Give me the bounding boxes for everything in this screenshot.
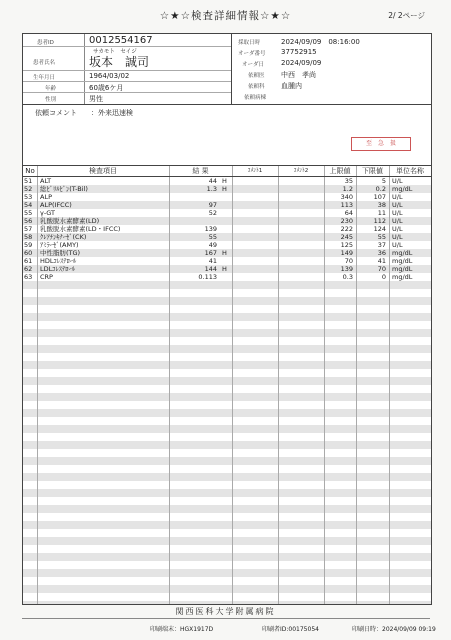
table-header xyxy=(23,166,431,177)
cell-upper: 222 xyxy=(340,225,353,233)
cell-no: 61 xyxy=(24,257,33,265)
collect-datetime: 2024/09/09 08:16:00 xyxy=(281,38,360,46)
cell-item: ｸﾚｱﾁﾝｷﾅｰｾﾞ(CK) xyxy=(40,233,87,241)
cell-unit: U/L xyxy=(392,193,403,201)
patient-kana: サカモト セイジ xyxy=(93,49,137,55)
sex-label: 性別 xyxy=(45,97,57,103)
cell-val: 0.113 xyxy=(198,273,217,281)
cell-upper: 113 xyxy=(340,201,353,209)
table-row xyxy=(23,201,431,209)
print-user: 印刷者ID:00175054 xyxy=(262,626,319,633)
cell-unit: mg/dL xyxy=(392,185,413,193)
cell-lower: 124 xyxy=(373,225,386,233)
cell-lower: 41 xyxy=(377,257,386,265)
header-comment1: ｺﾒﾝﾄ1 xyxy=(247,168,263,174)
table-row xyxy=(23,217,431,225)
cell-flag: H xyxy=(222,185,227,193)
patient-id: 0012554167 xyxy=(89,35,153,46)
cell-val: 167 xyxy=(204,249,217,257)
cell-unit: U/L xyxy=(392,225,403,233)
header-comment2: ｺﾒﾝﾄ2 xyxy=(293,168,309,174)
table-row xyxy=(23,265,431,273)
cell-item: ALP xyxy=(40,193,52,201)
cell-val: 55 xyxy=(208,233,217,241)
cell-lower: 0.2 xyxy=(375,185,386,193)
cell-lower: 0 xyxy=(381,273,386,281)
cell-lower: 55 xyxy=(377,233,386,241)
cell-unit: mg/dL xyxy=(392,265,413,273)
cell-no: 51 xyxy=(24,177,33,185)
cell-lower: 5 xyxy=(381,177,386,185)
urgent-stamp: 至 急 扱 xyxy=(351,137,411,151)
cell-item: ｱﾐﾗｰｾﾞ(AMY) xyxy=(40,241,79,249)
cell-unit: U/L xyxy=(392,241,403,249)
cell-item: γ-GT xyxy=(40,209,55,217)
cell-unit: U/L xyxy=(392,233,403,241)
order-no: 37752915 xyxy=(281,48,317,56)
ward-label: 依頼病棟 xyxy=(244,95,267,101)
header-no: No xyxy=(25,167,35,175)
patient-name-label: 患者氏名 xyxy=(33,60,56,66)
comment-text: ：外来迅速検 xyxy=(91,109,133,117)
cell-val: 1.3 xyxy=(206,185,217,193)
table-row xyxy=(23,225,431,233)
cell-unit: mg/dL xyxy=(392,257,413,265)
print-terminal: 印刷端末：HGX1917D xyxy=(150,626,214,633)
cell-item: 乳酸脱水素酵素(LD) xyxy=(40,217,100,225)
patient-header xyxy=(22,33,432,105)
header-unit: 単位名称 xyxy=(396,167,424,175)
header-lower: 下限値 xyxy=(362,167,383,175)
cell-flag: H xyxy=(222,249,227,257)
cell-upper: 139 xyxy=(340,265,353,273)
cell-item: CRP xyxy=(40,273,53,281)
request-comment-box xyxy=(22,104,432,166)
cell-upper: 0.3 xyxy=(342,273,353,281)
cell-no: 56 xyxy=(24,217,33,225)
cell-upper: 230 xyxy=(340,217,353,225)
cell-lower: 70 xyxy=(377,265,386,273)
dept: 血腫内 xyxy=(281,82,302,90)
cell-no: 55 xyxy=(24,209,33,217)
table-row xyxy=(23,185,431,193)
cell-lower: 107 xyxy=(373,193,386,201)
table-row xyxy=(23,177,431,185)
age-label: 年齢 xyxy=(45,86,57,92)
cell-lower: 36 xyxy=(377,249,386,257)
cell-no: 54 xyxy=(24,201,33,209)
results-table xyxy=(22,165,432,605)
cell-val: 144 xyxy=(204,265,217,273)
header-result: 結 果 xyxy=(192,167,209,175)
cell-no: 63 xyxy=(24,273,33,281)
cell-no: 60 xyxy=(24,249,33,257)
doctor-label: 依頼医 xyxy=(248,73,265,79)
cell-unit: U/L xyxy=(392,201,403,209)
patient-name: 坂本 誠司 xyxy=(89,55,150,69)
cell-val: 49 xyxy=(208,241,217,249)
cell-no: 53 xyxy=(24,193,33,201)
table-row xyxy=(23,273,431,281)
cell-item: ALT xyxy=(40,177,52,185)
table-row xyxy=(23,257,431,265)
doctor: 中西 孝尚 xyxy=(281,71,316,79)
cell-upper: 125 xyxy=(340,241,353,249)
dept-label: 依頼科 xyxy=(248,84,265,90)
order-date: 2024/09/09 xyxy=(281,59,322,67)
header-item: 検査項目 xyxy=(89,167,117,175)
order-date-label: オーダ日 xyxy=(242,62,265,68)
table-row xyxy=(23,233,431,241)
cell-item: LDLｺﾚｽﾃﾛｰﾙ xyxy=(40,265,75,273)
cell-upper: 245 xyxy=(340,233,353,241)
dob-label: 生年月日 xyxy=(33,75,56,81)
cell-item: 中性脂肪(TG) xyxy=(40,249,81,257)
cell-flag: H xyxy=(222,177,227,185)
header-upper: 上限値 xyxy=(329,167,351,175)
cell-item: 乳酸脱水素酵素(LD・IFCC) xyxy=(40,225,121,233)
cell-lower: 38 xyxy=(377,201,386,209)
comment-label: 依頼コメント xyxy=(35,109,77,117)
table-row xyxy=(23,249,431,257)
page-title: ☆★☆検査詳細情報☆★☆ xyxy=(159,10,292,22)
page-number: 2/ 2ページ xyxy=(388,11,425,20)
patient-id-label: 患者ID xyxy=(37,40,54,46)
cell-item: ALP(IFCC) xyxy=(40,201,72,209)
table-row xyxy=(23,241,431,249)
cell-val: 41 xyxy=(208,257,217,265)
hospital-name: 関西医科大学附属病院 xyxy=(175,607,276,616)
cell-item: 総ﾋﾞﾘﾙﾋﾞﾝ(T-Bil) xyxy=(40,185,88,193)
cell-upper: 340 xyxy=(340,193,353,201)
cell-lower: 11 xyxy=(377,209,386,217)
cell-flag: H xyxy=(222,265,227,273)
cell-no: 57 xyxy=(24,225,33,233)
cell-no: 62 xyxy=(24,265,33,273)
cell-unit: mg/dL xyxy=(392,249,413,257)
cell-no: 59 xyxy=(24,241,33,249)
table-row xyxy=(23,193,431,201)
print-time: 印刷日時：2024/09/09 09:19 xyxy=(352,626,436,633)
cell-lower: 112 xyxy=(373,217,386,225)
age: 60歳6ケ月 xyxy=(89,84,124,92)
cell-upper: 1.2 xyxy=(342,185,353,193)
cell-unit: U/L xyxy=(392,217,403,225)
order-no-label: オーダ番号 xyxy=(238,51,266,57)
collect-label: 採取日時 xyxy=(238,40,261,46)
cell-upper: 64 xyxy=(344,209,353,217)
cell-no: 58 xyxy=(24,233,33,241)
cell-upper: 70 xyxy=(344,257,353,265)
cell-val: 52 xyxy=(208,209,217,217)
dob: 1964/03/02 xyxy=(89,72,130,80)
cell-lower: 37 xyxy=(377,241,386,249)
cell-val: 139 xyxy=(204,225,217,233)
cell-item: HDLｺﾚｽﾃﾛｰﾙ xyxy=(40,257,77,265)
cell-unit: U/L xyxy=(392,209,403,217)
cell-upper: 149 xyxy=(340,249,353,257)
cell-unit: U/L xyxy=(392,177,403,185)
cell-val: 97 xyxy=(208,201,217,209)
cell-upper: 35 xyxy=(344,177,353,185)
cell-unit: mg/dL xyxy=(392,273,413,281)
cell-no: 52 xyxy=(24,185,33,193)
sex: 男性 xyxy=(89,95,103,103)
cell-val: 44 xyxy=(208,177,217,185)
table-row xyxy=(23,209,431,217)
